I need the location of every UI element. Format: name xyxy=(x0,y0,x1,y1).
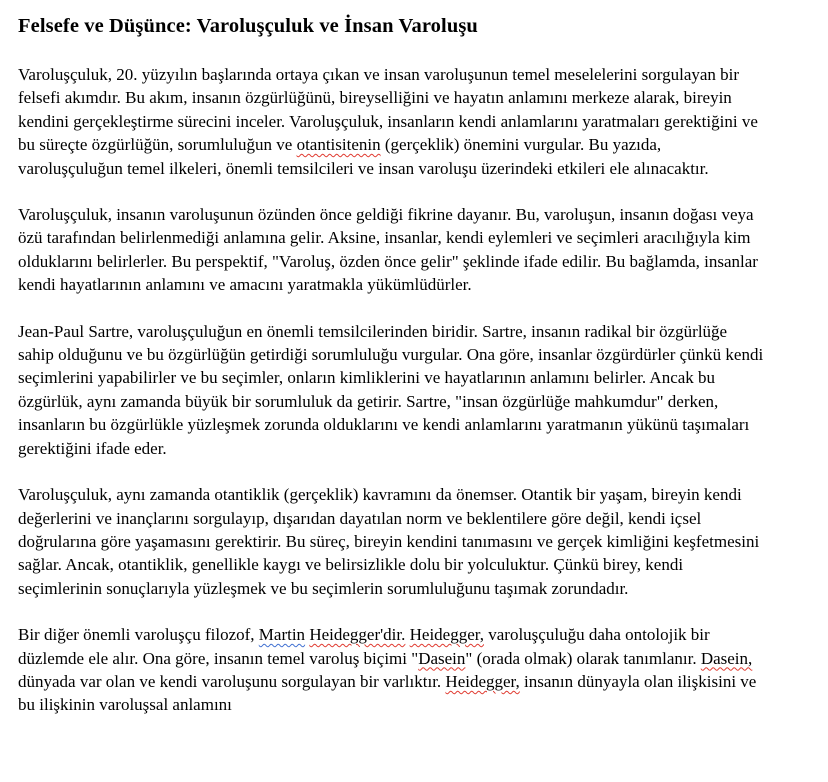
text-run: Jean-Paul Sartre, varoluşçuluğun en önemli temsilcilerinden biridir. Sartre, insanın radikal bir özgürlüğe sahip olduğunu ve bu özgürlüğün getirdiği sorumluluğu vurgular. Ona göre, insanlar özgürdürler çünkü kendi seçimlerini yapabilirler ve bu seçimler, onların kimliklerini ve hayatlarının anlamını belirler. Ancak bu özgürlük, aynı zamanda büyük bir sorumluluk da getirir. Sartre, "insan özgürlüğe mahkumdur" derken, insanların bu özgürlükle yüzleşmek zorunda olduklarını ve kendi anlamlarını yaratmanın yükünü taşımaları gerektiğini ifade eder. xyxy=(18,321,764,458)
text-run: " (orada olmak) olarak tanımlanır. xyxy=(465,648,701,668)
text-run: (gerçeklik) önemini vurgular. Bu yazıda, varoluşçuluğun temel ilkeleri, önemli temsilcileri ve insan varoluşu üzerindeki etkileri ele alınacaktır. xyxy=(18,135,709,178)
text-run: Bir diğer önemli varoluşçu filozof, xyxy=(18,625,259,645)
text-run: insanın dünyayla olan ilişkisini ve bu ilişkinin varoluşsal anlamını xyxy=(18,671,757,715)
paragraph xyxy=(18,63,766,180)
misspelled-word: Heidegger, xyxy=(445,671,520,691)
document-body xyxy=(18,63,766,717)
paragraph xyxy=(18,483,766,600)
paragraph xyxy=(18,623,766,717)
text-run: Varoluşçuluk, aynı zamanda otantiklik (gerçeklik) kavramını da önemser. Otantik bir yaşam, bireyin kendi değerlerini ve inançlarını sorgulayıp, dışarıdan dayatılan norm ve beklentilere göre değil, kendi içsel doğrularına göre yaşamasını gerektirir. Bu süreç, bireyin kendini tanımasını ve gerçek kimliğini keşfetmesini sağlar. Ancak, otantiklik, genellikle kaygı ve belirsizlikle dolu bir yolculuktur. Çünkü birey, kendi seçimlerinin sonuçlarıyla yüzleşmek ve bu seçimlerin sorumluluğunu taşımak zorundadır. xyxy=(18,485,760,598)
paragraph xyxy=(18,320,766,460)
document-title: Felsefe ve Düşünce: Varoluşçuluk ve İnsan Varoluşu xyxy=(18,15,478,37)
misspelled-word: otantisitenin xyxy=(296,135,381,155)
misspelled-word: Martin xyxy=(258,625,306,645)
misspelled-word: Heidegger, xyxy=(409,625,484,645)
text-run: Varoluşçuluk, 20. yüzyılın başlarında ortaya çıkan ve insan varoluşunun temel meselelerini sorgulayan bir felsefi akımdır. Bu akım, insanın özgürlüğünü, bireyselliğini ve hayatın anlamını merkeze alarak, bireyin kendini gerçekleştirme sürecini inceler. Varoluşçuluk, insanların kendi anlamlarını yaratmaları gerektiğini ve bu süreçte özgürlüğün, sorumluluğun ve xyxy=(18,65,758,155)
paragraph xyxy=(18,203,766,297)
text-run: varoluşçuluğu daha ontolojik bir düzlemde ele alır. Ona göre, insanın temel varoluş biçimi " xyxy=(18,625,710,668)
text-run: dünyada var olan ve kendi varoluşunu sorgulayan bir varlıktır. xyxy=(18,671,446,691)
misspelled-word: Dasein, xyxy=(700,648,753,668)
misspelled-word: Heidegger'dir. xyxy=(309,625,406,645)
text-run: Varoluşçuluk, insanın varoluşunun özünden önce geldiği fikrine dayanır. Bu, varoluşun, insanın doğası veya özü tarafından belirlenmediği anlamına gelir. Aksine, insanlar, kendi eylemleri ve seçimleri aracılığıyla kim olduklarını belirlerler. Bu perspektif, "Varoluş, özden önce gelir" şeklinde ifade edilir. Bu bağlamda, insanlar kendi hayatlarının anlamını ve amacını yaratmakla yükümlüdürler. xyxy=(18,205,758,295)
misspelled-word: Dasein xyxy=(418,648,466,668)
